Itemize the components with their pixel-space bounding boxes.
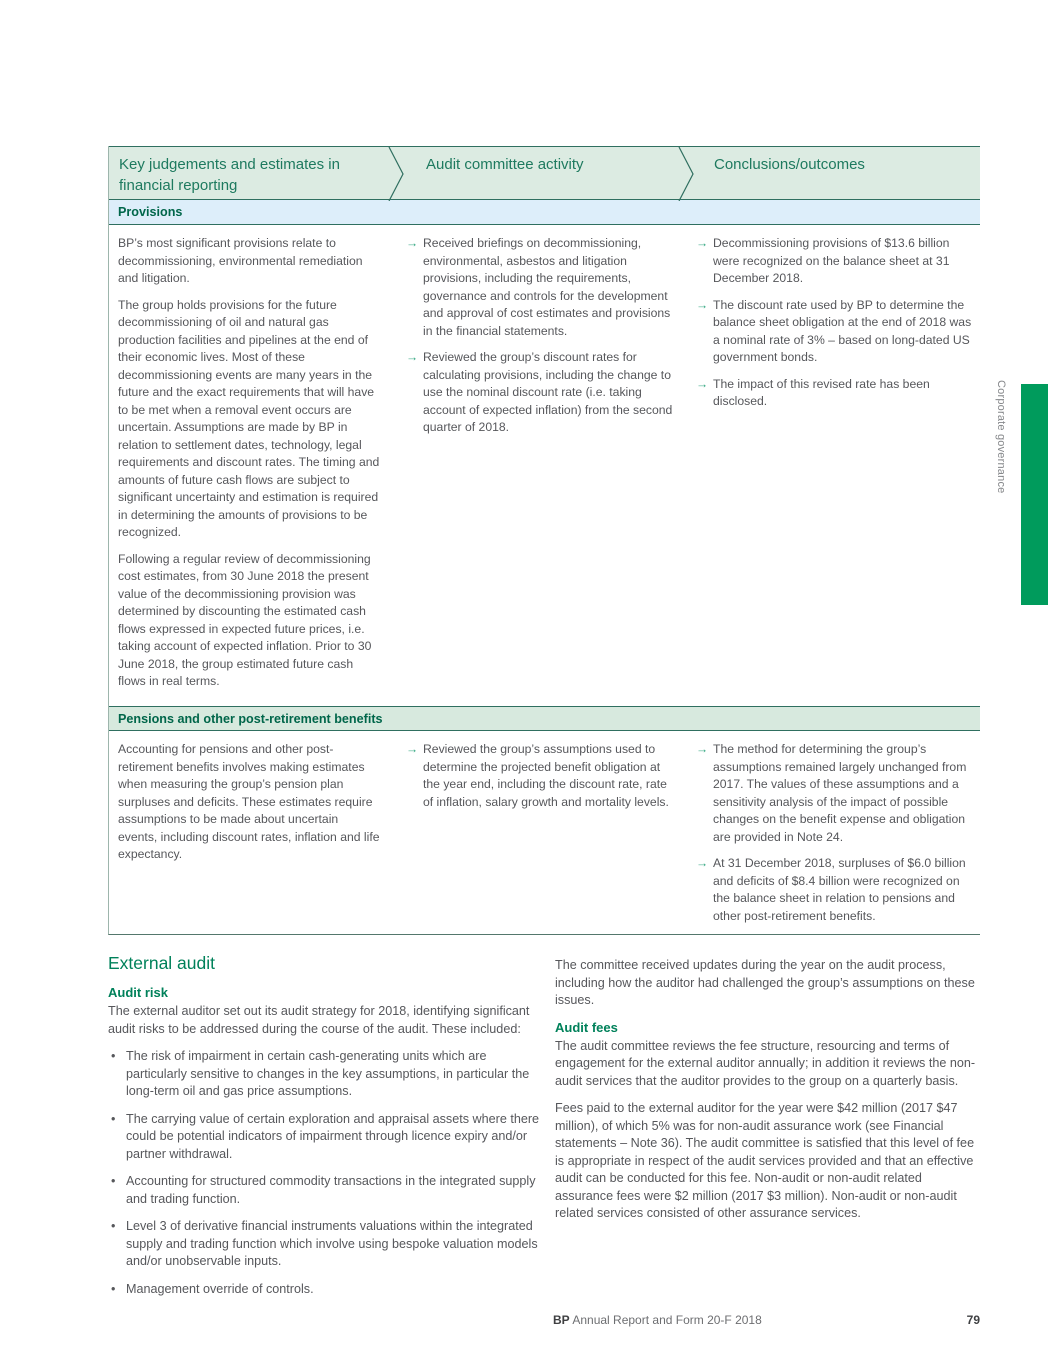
pensions-band	[109, 706, 980, 731]
paragraph: Following a regular review of decommissioning cost estimates, from 30 June 2018 the present value of the decommissioning provision was determined by discounting the estimated cash flows expressed in expected future prices, i.e. taking account of expected inflation. Prior to 30 June 2018, the group estimated future cash flows in real terms.	[118, 551, 372, 688]
list-item	[108, 1173, 542, 1208]
table-header-row	[109, 146, 980, 200]
list-item	[108, 1281, 542, 1299]
provisions-row	[109, 225, 980, 706]
section-title: External audit	[108, 953, 216, 973]
bullet-icon: •	[111, 1111, 116, 1126]
list-item	[696, 235, 979, 288]
pensions-key-judgements-cell	[109, 741, 394, 934]
provisions-activity-cell	[394, 235, 684, 706]
audit-risk-list	[108, 1048, 542, 1298]
list-item	[108, 1048, 542, 1101]
list-item-text: The carrying value of certain exploration and appraisal assets where there could be potential indicators of impairment through licence expiry and/or partner withdrawal.	[126, 1111, 540, 1161]
list-item	[696, 297, 979, 367]
arrow-icon: →	[696, 856, 709, 870]
paragraph: The committee received updates during the year on the audit process, including how the auditor had challenged the group’s assumptions on these issues.	[555, 958, 975, 1007]
list-item	[406, 349, 676, 437]
list-item	[696, 855, 979, 925]
header-audit-committee-activity: Audit committee activity	[426, 156, 584, 173]
arrow-icon: →	[696, 742, 709, 756]
side-tab-label: Corporate governance	[995, 380, 1007, 494]
list-item-text: The impact of this revised rate has been disclosed.	[713, 376, 930, 408]
paragraph: The external auditor set out its audit strategy for 2018, identifying significant audit risks to be addressed during the course of the audit. These included:	[108, 1004, 530, 1036]
provisions-band-label: Provisions	[118, 205, 183, 219]
list-item-text: Accounting for structured commodity transactions in the integrated supply and trading function.	[126, 1174, 536, 1206]
arrow-icon: →	[696, 236, 709, 250]
pensions-activity-cell	[394, 741, 684, 934]
list-item	[696, 741, 979, 846]
chevron-separator-icon	[388, 147, 405, 201]
footer-brand: BP	[553, 1313, 570, 1327]
external-audit-left-column	[108, 953, 542, 1308]
arrow-icon: →	[696, 297, 709, 312]
paragraph: The audit committee reviews the fee structure, resourcing and terms of engagement for the external auditor annually; in addition it reviews the non-audit services that the auditor provides to the group on a quarterly basis.	[555, 1038, 976, 1088]
paragraph: The group holds provisions for the future decommissioning of oil and natural gas production facilities and pipelines at the end of their economic lives. Most of these decommissioning events are many years in the future and the exact requirements that will have to be met when a removal event occurs are uncertain. Assumptions are made by BP in relation to settlement dates, technology, legal requirements and discount rates. The timing and amounts of future cash flows are subject to significant uncertainty and estimation is required in determining the amounts of provisions to be recognized.	[118, 297, 380, 539]
header-conclusions-outcomes: Conclusions/outcomes	[714, 156, 865, 173]
list-item-text: Reviewed the group’s discount rates for calculating provisions, including the change to use the nominal discount rate (i.e. taking account of expected inflation) from the second quarter of 2018.	[423, 350, 673, 434]
list-item	[108, 1218, 542, 1271]
list-item-text: Level 3 of derivative financial instruments valuations within the integrated supply and trading function which involve using bespoke valuation models and/or unobservable inputs.	[126, 1219, 538, 1268]
bullet-icon: •	[111, 1219, 116, 1233]
paragraph: BP’s most significant provisions relate to decommissioning, environmental remediation and litigation.	[118, 236, 363, 285]
audit-risk-heading: Audit risk	[108, 985, 168, 1000]
external-audit-right-column	[555, 957, 980, 1233]
pensions-band-label: Pensions and other post-retirement benefits	[118, 711, 383, 726]
bullet-icon: •	[111, 1174, 116, 1188]
list-item-text: At 31 December 2018, surpluses of $6.0 billion and deficits of $8.4 billion were recognized on the balance sheet in relation to pensions and other post-retirement benefits.	[713, 856, 966, 923]
bullet-icon: •	[111, 1049, 116, 1063]
bullet-icon: •	[111, 1281, 116, 1296]
side-tab-green-bar	[1021, 384, 1048, 605]
arrow-icon: →	[406, 236, 419, 250]
list-item	[406, 235, 676, 340]
list-item-text: The method for determining the group’s assumptions remained largely unchanged from 2017. The values of these assumptions and a sensitivity analysis of the impact of possible changes on the benefit expense and obligation are provided in Note 24.	[713, 742, 967, 844]
provisions-band	[109, 200, 980, 225]
footer-title-text: Annual Report and Form 20-F 2018	[569, 1313, 762, 1327]
list-item-text: Received briefings on decommissioning, environmental, asbestos and litigation provisions, including the requirements, governance and controls for the development and approval of cost estimates and provisions in the financial statements.	[423, 236, 671, 338]
arrow-icon: →	[406, 742, 419, 756]
list-item	[696, 376, 979, 411]
arrow-icon: →	[696, 376, 709, 391]
list-item-text: Reviewed the group’s assumptions used to determine the projected benefit obligation at the year end, including the discount rate, rate of inflation, salary growth and mortality levels.	[423, 742, 669, 809]
list-item	[108, 1111, 542, 1164]
pensions-row	[109, 731, 980, 934]
list-item-text: The discount rate used by BP to determine the balance sheet obligation at the end of 2018 was a nominal rate of 3% – based on long-dated US government bonds.	[713, 297, 972, 364]
list-item-text: Decommissioning provisions of $13.6 billion were recognized on the balance sheet at 31 December 2018.	[713, 236, 950, 285]
provisions-key-judgements-cell	[109, 235, 394, 706]
list-item	[406, 741, 676, 811]
arrow-icon: →	[406, 350, 419, 364]
pensions-conclusions-cell	[684, 741, 981, 934]
paragraph: Accounting for pensions and other post-retirement benefits involves making estimates when measuring the group’s pension plan surpluses and deficits. These estimates require assumptions to be made about uncertain events, including discount rates, inflation and life expectancy.	[118, 742, 380, 861]
audit-fees-heading: Audit fees	[555, 1019, 618, 1035]
footer-report-title	[553, 1313, 762, 1327]
footer-page-number: 79	[966, 1313, 980, 1327]
list-item-text: Management override of controls.	[126, 1281, 314, 1296]
paragraph: Fees paid to the external auditor for the year were $42 million (2017 $47 million), of which 5% was for non-audit assurance work (see Financial statements – Note 36). The audit committee is satisfied that this level of fee is appropriate in respect of the audit services provided and that an effective audit can be conducted for this fee. Non-audit or non-audit related assurance fees were $2 million (2017 $3 million). Non-audit or non-audit related services consisted of other assurance services.	[555, 1101, 975, 1220]
header-key-judgements: Key judgements and estimates in financial reporting	[119, 156, 340, 194]
key-judgements-table	[108, 146, 980, 935]
provisions-conclusions-cell	[684, 235, 981, 706]
list-item-text: The risk of impairment in certain cash-generating units which are particularly sensitive to changes in the key assumptions, in particular the long-term oil and gas price assumptions.	[126, 1049, 530, 1098]
chevron-separator-icon	[678, 147, 695, 201]
